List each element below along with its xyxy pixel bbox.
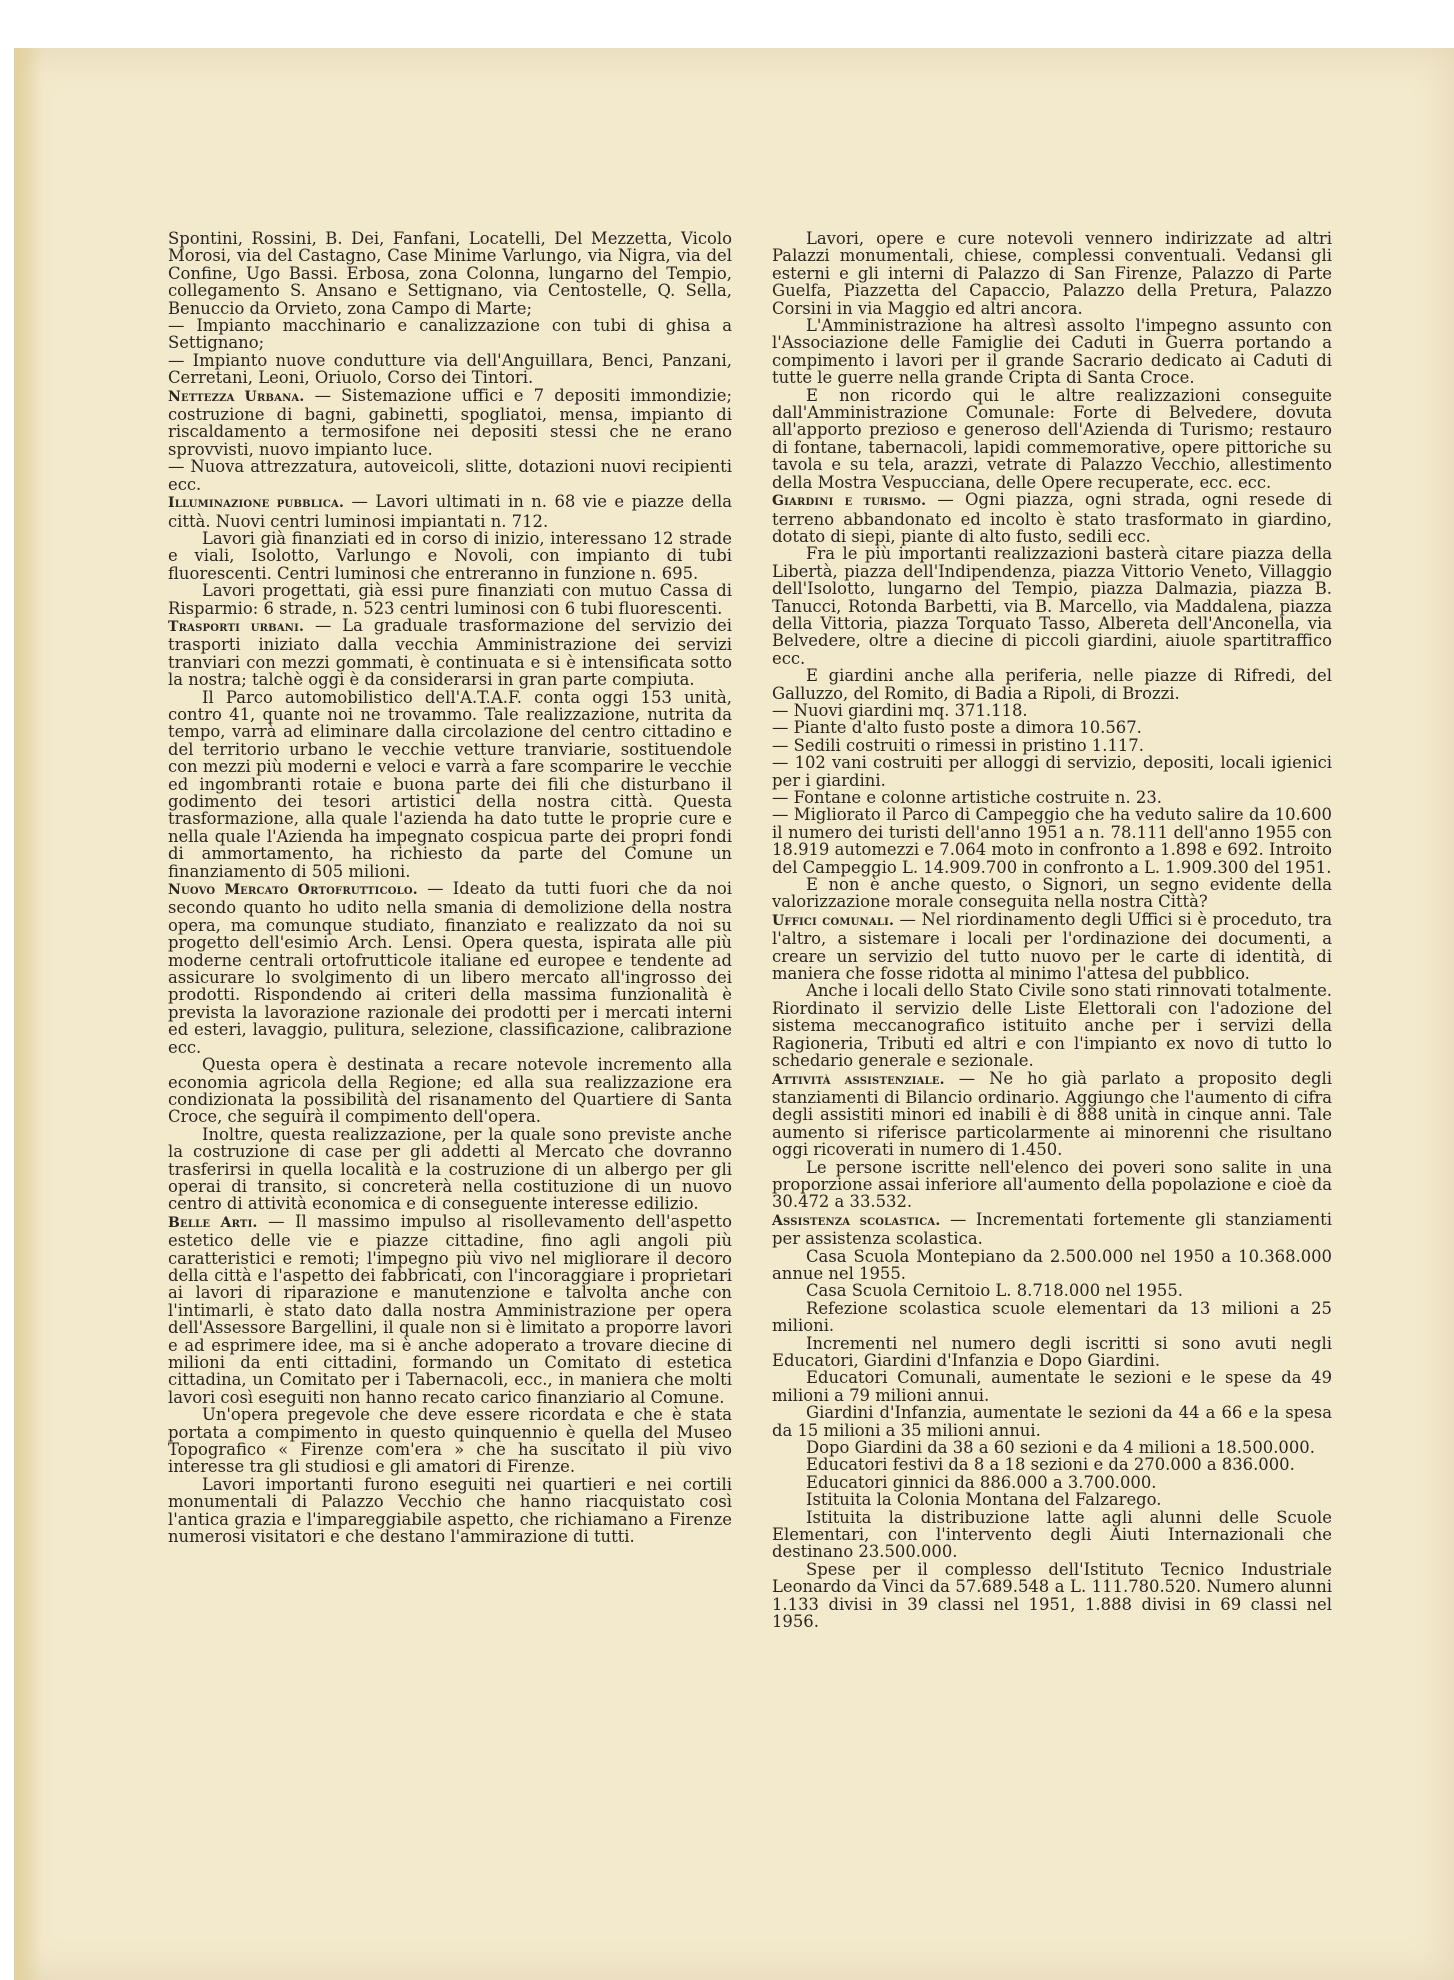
list-item: — Fontane e colonne artistiche costruite n. 23. bbox=[772, 788, 1162, 807]
paragraph-with-heading bbox=[168, 617, 732, 689]
paragraph: Lavori, opere e cure notevoli vennero indirizzate ad altri Palazzi monumentali, chiese, complessi conventuali. Vedansi gli esterni e gli interni di Palazzo di San Firenze, Palazzo di Parte Guelfa, Piazzetta del Capaccio, Palazzo della Pretura, Palazzo Corsini in via Maggio ed altri ancora. bbox=[772, 229, 1332, 318]
list-item: — Migliorato il Parco di Campeggio che ha veduto salire da 10.600 il numero dei turisti dell'anno 1951 a n. 78.111 dell'anno 1955 con 18.919 automezzi e 7.064 moto in confronto a 1.898 e 692. Introito del Campeggio L. 14.909.700 in confronto a L. 1.909.300 del 1951. bbox=[772, 805, 1332, 877]
paragraph: E giardini anche alla periferia, nelle piazze di Rifredi, del Galluzzo, del Romito, di Badia a Ripoli, di Brozzi. bbox=[772, 666, 1332, 703]
paragraph: Incrementi nel numero degli iscritti si sono avuti negli Educatori, Giardini d'Infanzia e Dopo Giardini. bbox=[772, 1333, 1332, 1370]
paragraph: Questa opera è destinata a recare notevole incremento alla economia agricola della Regione; ed alla sua realizzazione era condizionata la possibilità del risanamento del Quartiere di Santa Croce, che seguirà il compimento dell'opera. bbox=[168, 1055, 732, 1127]
paragraph-with-heading bbox=[772, 1211, 1332, 1248]
paragraph: Istituita la Colonia Montana del Falzarego. bbox=[806, 1490, 1162, 1510]
paragraph: E non è anche questo, o Signori, un segno evidente della valorizzazione morale conseguita nella nostra Città? bbox=[772, 875, 1332, 912]
paragraph-with-heading bbox=[168, 1213, 732, 1406]
paragraph: Casa Scuola Montepiano da 2.500.000 nel 1950 a 10.368.000 annue nel 1955. bbox=[772, 1246, 1332, 1283]
section-heading-scolastica: Assistenza scolastica. bbox=[772, 1212, 941, 1229]
paragraph: Educatori ginnici da 886.000 a 3.700.000. bbox=[806, 1472, 1157, 1492]
paragraph: Inoltre, questa realizzazione, per la quale sono previste anche la costruzione di case per gli addetti al Mercato che dovranno trasferirsi in quella località e la costruzione di un albergo per gli operai di transito, si concreterà nella costituzione di un nuovo centro di attività economica e di conseguente interesse edilizio. bbox=[168, 1124, 732, 1214]
paragraph-with-heading bbox=[772, 911, 1332, 983]
section-heading-mercato: Nuovo Mercato Ortofrutticolo. bbox=[168, 882, 418, 899]
paragraph-text: — Ogni piazza, ogni strada, ogni resede di terreno abbandonato ed incolto è stato trasformato in giardino, dotato di siepi, piante di alto fusto, sedili ecc. bbox=[772, 490, 1332, 546]
paragraph-text: — Lavori ultimati in n. 68 vie e piazze della città. Nuovi centri luminosi impiantati n. 712. bbox=[168, 492, 732, 531]
paragraph-text: — Sistemazione uffici e 7 depositi immondizie; costruzione di bagni, gabinetti, spogliatoi, mensa, impianto di riscaldamento a termosifone nei depositi stessi che ne erano sprovvisti, nuovo impianto luce. bbox=[168, 385, 732, 459]
paragraph: Giardini d'Infanzia, aumentate le sezioni da 44 a 66 e la spesa da 15 milioni a 35 milioni annui. bbox=[772, 1403, 1332, 1440]
paragraph: Spese per il complesso dell'Istituto Tecnico Industriale Leonardo da Vinci da 57.689.548 a L. 111.780.520. Numero alunni 1.133 divisi in 39 classi nel 1951, 1.888 divisi in 69 classi nel 1956. bbox=[772, 1559, 1332, 1632]
paragraph-text: — Il massimo impulso al risollevamento dell'aspetto estetico delle vie e piazze cittadine, fino agli angoli più caratteristici e remoti; l'impegno più vivo nel migliorare il decoro della città e l'aspetto dei fabbricati, con l'incoraggiare i proprietari ai lavori di riparazione e manutenzione e talvolta anche con l'intimarli, è stato dato dalla nostra Amministrazione per opera dell'Assessore Bargellini, il quale non si è limitato a proporre lavori e ad esprimere idee, ma si è anche adoperato a trovare diecine di milioni da enti cittadini, formando un Comitato di estetica cittadina, un Comitato per i Tabernacoli, ecc., in maniera che molti lavori così eseguiti non hanno recato carico finanziario al Comune. bbox=[168, 1211, 732, 1407]
paragraph-text: — Nel riordinamento degli Uffici si è proceduto, tra l'altro, a sistemare i locali per l'ordinazione dei documenti, a creare un servizio del tutto nuovo per le carte di identità, di maniera che fosse ridotta al minimo l'attesa del pubblico. bbox=[772, 909, 1332, 984]
section-heading-giardini: Giardini e turismo. bbox=[772, 493, 927, 510]
paragraph: Lavori progettati, già essi pure finanziati con mutuo Cassa di Risparmio: 6 strade, n. 523 centri luminosi con 6 tubi fluorescenti. bbox=[168, 581, 732, 618]
paragraph-text: — Ideato da tutti fuori che da noi secondo quanto ho udito nella smania di demolizione della nostra opera, ma comunque studiato, finanziato e realizzato da noi su progetto dell'esimio Arch. Lensi. Opera questa, ispirata alle più moderne centrali ortofrutticole italiane ed europee e tendente ad assicurare lo svolgimento di un libero mercato all'ingrosso dei prodotti. Rispondendo ai criteri della massima funzionalità è prevista la lavorazione razionale dei prodotti per i mercati interni ed esteri, lavaggio, pulitura, selezione, classificazione, calibrazione ecc. bbox=[168, 879, 732, 1057]
paragraph: L'Amministrazione ha altresì assolto l'impegno assunto con l'Associazione delle Famiglie dei Caduti in Guerra portando a compimento i lavori per il grande Sacrario dedicato ai Caduti di tutte le guerre nella grande Cripta di Santa Croce. bbox=[772, 316, 1332, 388]
document-page bbox=[14, 48, 1454, 1980]
section-heading-assistenziale: Attività assistenziale. bbox=[772, 1071, 945, 1088]
paragraph: Un'opera pregevole che deve essere ricordata e che è stata portata a compimento in questo quinquennio è quella del Museo Topografico « Firenze com'era » che ha suscitato il più vivo interesse tra gli studiosi e gli amatori di Firenze. bbox=[168, 1405, 732, 1477]
paragraph: Lavori importanti furono eseguiti nei quartieri e nei cortili monumentali di Palazzo Vecchio che hanno riacquistato così l'antica grazia e l'impareggiabile aspetto, che richiamano a Firenze numerosi visitatori e che destano l'ammirazione di tutti. bbox=[168, 1474, 732, 1547]
section-heading-trasporti: Trasporti urbani. bbox=[168, 618, 305, 635]
paragraph-text: — Incrementati fortemente gli stanziamenti per assistenza scolastica. bbox=[772, 1209, 1332, 1249]
paragraph: Educatori festivi da 8 a 18 sezioni e da 270.000 a 836.000. bbox=[806, 1455, 1295, 1475]
paragraph: Anche i locali dello Stato Civile sono stati rinnovati totalmente. Riordinato il servizio delle Liste Elettorali con l'adozione del sistema meccanografico istituito anche per i servizi della Ragioneria, Tributi ed altri e con l'impianto ex novo di tutto lo schedario generale e sezionale. bbox=[772, 981, 1332, 1071]
left-column bbox=[168, 230, 732, 1545]
paragraph-with-heading bbox=[168, 493, 732, 530]
section-heading-nettezza-urbana: Nettezza Urbana. bbox=[168, 388, 305, 405]
paragraph-with-heading bbox=[168, 880, 732, 1056]
paragraph: Refezione scolastica scuole elementari da 13 milioni a 25 milioni. bbox=[772, 1298, 1332, 1336]
list-item: — Piante d'alto fusto poste a dimora 10.567. bbox=[772, 718, 1142, 738]
paragraph: — Impianto macchinario e canalizzazione con tubi di ghisa a Settignano; bbox=[168, 316, 732, 353]
paragraph: Educatori Comunali, aumentate le sezioni e le spese da 49 milioni a 79 milioni annui. bbox=[772, 1368, 1332, 1405]
paragraph-with-heading bbox=[168, 387, 732, 459]
list-item: — 102 vani costruiti per alloggi di servizio, depositi, locali igienici per i giardini. bbox=[772, 753, 1332, 790]
paragraph: Il Parco automobilistico dell'A.T.A.F. conta oggi 153 unità, contro 41, quante noi ne trovammo. Tale realizzazione, nutrita da tempo, varrà ad eliminare dalla circolazione del centro cittadino e del territorio urbano le vecchie vetture tranviarie, sostituendole con mezzi più moderni e veloci e varrà a fare scomparire le vecchie ed ingombranti rotaie e buona parte dei fili che disturbano il godimento dei tesori artistici della nostra città. Questa trasformazione, alla quale l'azienda ha dato tutte le proprie cure e nella quale l'Azienda ha impegnato cospicua parte dei propri fondi di ammortamento, ha richiesto da parte del Comune un finanziamento di 505 milioni. bbox=[168, 687, 732, 881]
paragraph: E non ricordo qui le altre realizzazioni conseguite dall'Amministrazione Comunale: Forte di Belvedere, dovuta all'apporto prezioso e generoso dell'Azienda di Turismo; restauro di fontane, tabernacoli, lapidi commemorative, opere pittoriche su tavola e su tela, arazzi, vetrate di Palazzo Vecchio, allestimento della Mostra Vespucciana, delle Opere recuperate, ecc. ecc. bbox=[772, 385, 1332, 492]
paragraph-with-heading bbox=[772, 491, 1332, 545]
section-heading-illuminazione: Illuminazione pubblica. bbox=[168, 495, 345, 512]
paragraph-text: — La graduale trasformazione del servizio dei trasporti iniziato dalla vecchia Amministrazione dei servizi tranviari con mezzi gommati, è continuata e si è intensificata sotto la nostra; talchè oggi è da considerarsi in gran parte compiuta. bbox=[168, 615, 732, 690]
paragraph: Fra le più importanti realizzazioni basterà citare piazza della Libertà, piazza dell'Indipendenza, piazza Vittorio Veneto, Villaggio dell'Isolotto, lungarno del Tempio, piazza Dalmazia, piazza B. Tanucci, Rotonda Barbetti, via B. Marcello, via Maddalena, piazza della Vittoria, piazza Torquato Tasso, Albereta dell'Anconella, via Belvedere, oltre a diecine di piccoli giardini, aiuole spartitraffico ecc. bbox=[772, 544, 1332, 668]
paragraph: Dopo Giardini da 38 a 60 sezioni e da 4 milioni a 18.500.000. bbox=[806, 1438, 1315, 1458]
paragraph: Le persone iscritte nell'elenco dei poveri sono salite in una proporzione assai inferiore all'aumento della popolazione e cioè da 30.472 a 33.532. bbox=[772, 1157, 1332, 1212]
paragraph: Casa Scuola Cernitoio L. 8.718.000 nel 1955. bbox=[806, 1281, 1183, 1301]
paragraph: Istituita la distribuzione latte agli alunni delle Scuole Elementari, con l'intervento degli Aiuti Internazionali che destinano 23.500.000. bbox=[772, 1507, 1332, 1562]
list-item: — Sedili costruiti o rimessi in pristino 1.117. bbox=[772, 735, 1144, 755]
list-item: — Nuovi giardini mq. 371.118. bbox=[772, 700, 1028, 720]
paragraph-with-heading bbox=[772, 1070, 1332, 1159]
section-heading-belle-arti: Belle Arti. bbox=[168, 1214, 258, 1231]
paragraph: — Impianto nuove condutture via dell'Anguillara, Benci, Panzani, Cerretani, Leoni, Oriuolo, Corso dei Tintori. bbox=[168, 350, 732, 388]
paragraph-text: — Ne ho già parlato a proposito degli stanziamenti di Bilancio ordinario. Aggiungo che l'aumento di cifra degli assistiti minori ed inabili è di 888 unità in cinque anni. Tale aumento si riferisce particolarmente ai minorenni che risultano oggi ricoverati in numero di 1.450. bbox=[772, 1068, 1333, 1160]
section-heading-uffici: Uffici comunali. bbox=[772, 912, 895, 929]
paragraph: Spontini, Rossini, B. Dei, Fanfani, Locatelli, Del Mezzetta, Vicolo Morosi, via del Castagno, Case Minime Varlungo, via Nigra, via del Confine, Ugo Bassi. Erbosa, zona Colonna, lungarno del Tempio, collegamento S. Ansano e Settignano, via Centostelle, Q. Sella, Benuccio da Orvieto, zona Campo di Marte; bbox=[168, 229, 732, 318]
paragraph: — Nuova attrezzatura, autoveicoli, slitte, dotazioni nuovi recipienti ecc. bbox=[168, 457, 732, 494]
right-column bbox=[772, 230, 1332, 1631]
paragraph: Lavori già finanziati ed in corso di inizio, interessano 12 strade e viali, Isolotto, Varlungo e Novoli, con impianto di tubi fluorescenti. Centri luminosi che entreranno in funzione n. 695. bbox=[168, 528, 732, 583]
